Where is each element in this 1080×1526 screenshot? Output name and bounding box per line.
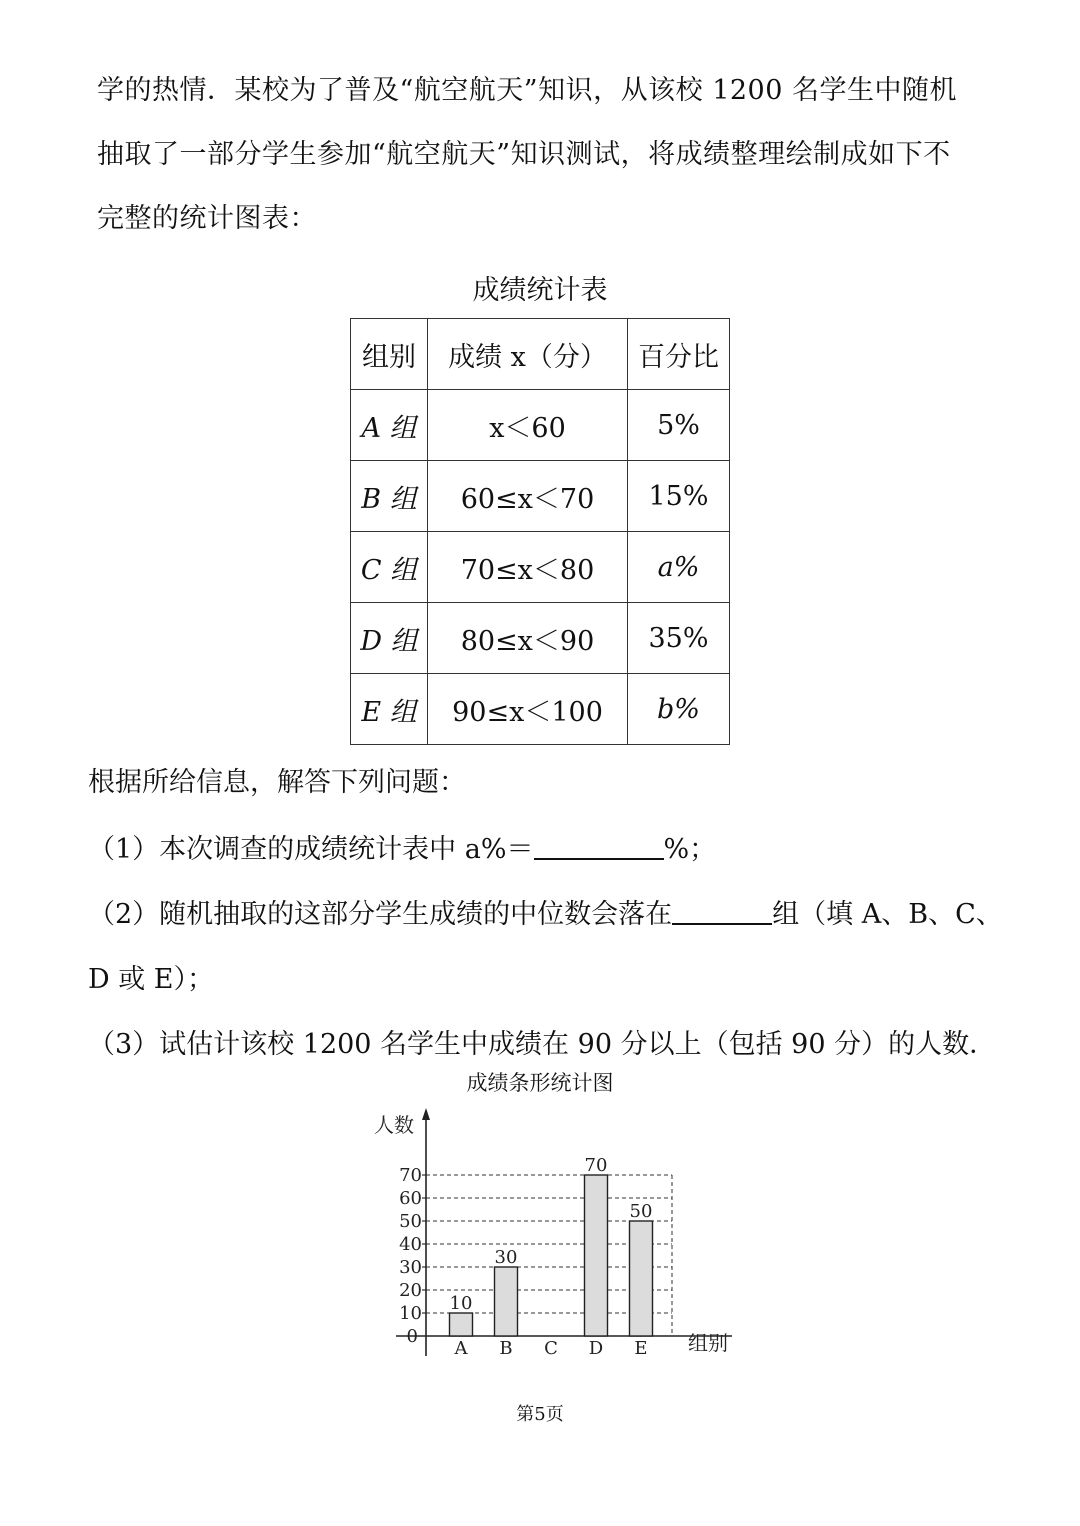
intro-paragraph (97, 59, 1027, 251)
question-1-text: （1）本次调查的成绩统计表中 a%＝ (88, 834, 534, 865)
row-range: 60≤x＜70 (428, 461, 628, 532)
bar-E (630, 1221, 653, 1336)
question-2-continued: D 或 E）； (88, 964, 215, 995)
page-number: 第5页 (516, 1404, 564, 1425)
row-percent: b% (628, 674, 730, 745)
row-range: 70≤x＜80 (428, 532, 628, 603)
intro-line-2: 抽取了一部分学生参加“航空航天”知识测试，将成绩整理绘制成如下不 (97, 139, 951, 170)
row-percent: 5% (628, 390, 730, 461)
header-percent: 百分比 (628, 319, 730, 390)
data-label: 30 (494, 1247, 518, 1268)
y-tick-label: 30 (399, 1257, 422, 1278)
question-3: （3）试估计该校 1200 名学生中成绩在 90 分以上（包括 90 分）的人数． (88, 1029, 997, 1060)
row-range: x＜60 (428, 390, 628, 461)
row-group: C 组 (351, 532, 428, 603)
row-group: B 组 (351, 461, 428, 532)
y-tick-label: 0 (406, 1326, 418, 1347)
bar-A (450, 1313, 473, 1336)
x-tick-label: C (544, 1338, 558, 1359)
y-tick-label: 20 (399, 1280, 422, 1301)
x-tick-label: B (499, 1338, 513, 1359)
table-row (351, 390, 730, 461)
table-header-row (351, 319, 730, 390)
row-range: 90≤x＜100 (428, 674, 628, 745)
y-tick-label: 10 (399, 1303, 422, 1324)
bar-B (495, 1267, 518, 1336)
table-row (351, 674, 730, 745)
answer-blank-1[interactable] (534, 832, 664, 860)
labels (374, 1113, 728, 1359)
question-1-suffix: %； (663, 834, 717, 865)
y-axis-title: 人数 (374, 1113, 414, 1137)
row-group: D 组 (351, 603, 428, 674)
row-group: A 组 (351, 390, 428, 461)
intro-line-3: 完整的统计图表： (97, 203, 317, 234)
data-label: 70 (584, 1155, 608, 1176)
table-row (351, 603, 730, 674)
y-tick-label: 40 (399, 1234, 422, 1255)
row-percent: a% (628, 532, 730, 603)
table-title: 成绩统计表 (472, 275, 608, 306)
x-tick-label: D (588, 1338, 604, 1359)
table-row (351, 461, 730, 532)
row-range: 80≤x＜90 (428, 603, 628, 674)
axes (396, 1108, 732, 1356)
y-tick-label: 50 (399, 1211, 422, 1232)
answer-blank-2[interactable] (672, 897, 772, 925)
y-tick-label: 60 (399, 1188, 422, 1209)
bars (450, 1175, 653, 1336)
x-tick-label: E (634, 1338, 648, 1359)
chart-title: 成绩条形统计图 (466, 1071, 614, 1095)
row-percent: 35% (628, 603, 730, 674)
y-tick-label: 70 (399, 1165, 422, 1186)
data-label: 50 (629, 1201, 653, 1222)
row-group: E 组 (351, 674, 428, 745)
row-percent: 15% (628, 461, 730, 532)
question-1 (88, 827, 716, 866)
x-axis-title: 组别 (688, 1331, 728, 1355)
score-table (350, 318, 730, 745)
header-range: 成绩 x（分） (428, 319, 628, 390)
table-row (351, 532, 730, 603)
question-2-suffix: 组（填 A、B、C、 (772, 899, 1003, 930)
question-2 (88, 892, 1003, 931)
data-label: 10 (449, 1293, 473, 1314)
y-axis-arrow (422, 1108, 430, 1120)
intro-line-1: 学的热情．某校为了普及“航空航天”知识，从该校 1200 名学生中随机 (97, 75, 957, 106)
x-tick-label: A (454, 1338, 468, 1359)
bar-D (585, 1175, 608, 1336)
question-2-text: （2）随机抽取的这部分学生成绩的中位数会落在 (88, 899, 673, 930)
questions-lead: 根据所给信息，解答下列问题： (88, 767, 466, 798)
bar-chart (360, 1100, 750, 1370)
header-group: 组别 (351, 319, 428, 390)
